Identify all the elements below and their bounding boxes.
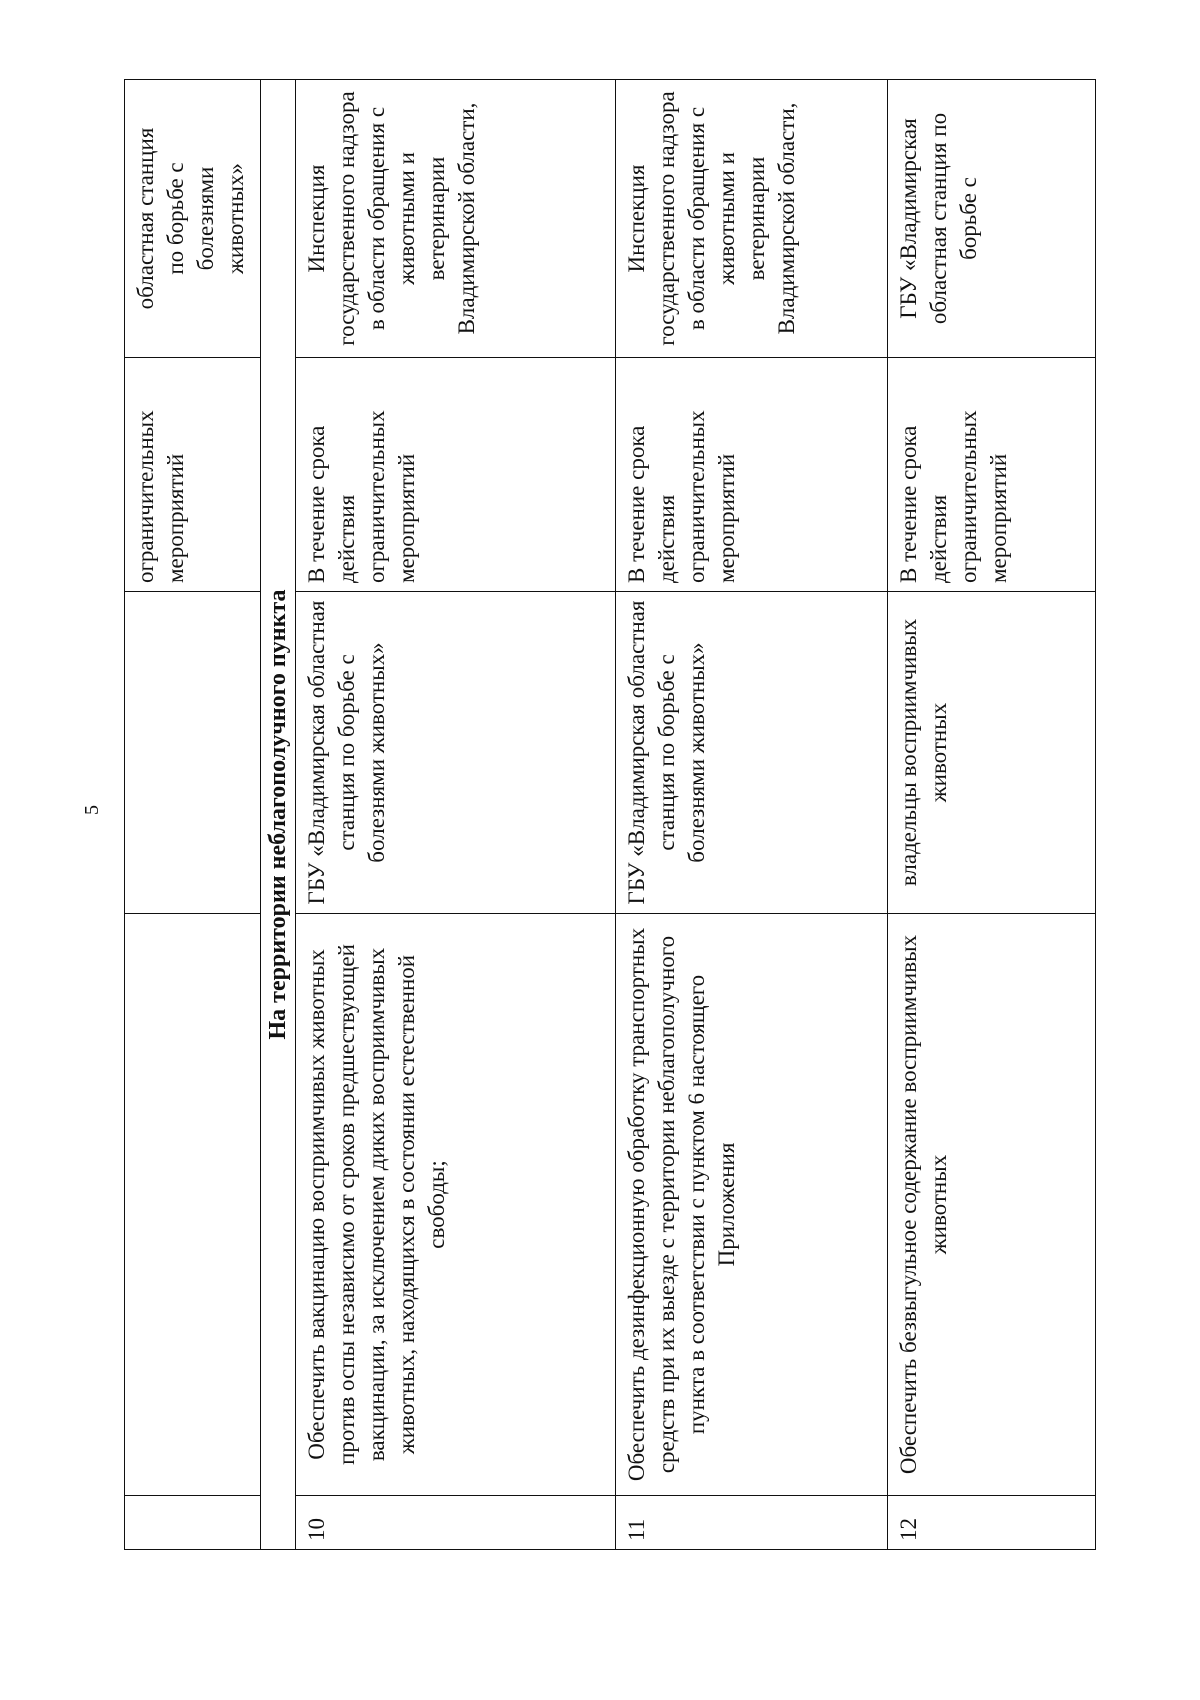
row-number-cell: 10	[296, 1496, 616, 1550]
row-number-cell: 11	[616, 1496, 888, 1550]
responsible-cell	[125, 592, 261, 914]
responsible-cell: владельцы восприимчивых животных	[888, 592, 1096, 914]
table-row	[296, 80, 616, 1550]
section-header-row	[261, 80, 296, 1550]
control-cell: Инспекция государственного надзора в области обращения с животными и ветеринарии Владимирской области,	[616, 80, 888, 358]
control-cell: областная станция по борьбе с болезнями животных»	[125, 80, 261, 358]
table-row-continued	[125, 80, 261, 1550]
control-cell: ГБУ «Владимирская областная станция по борьбе с	[888, 80, 1096, 358]
table-row	[888, 80, 1096, 1550]
responsible-cell: ГБУ «Владимирская областная станция по борьбе с болезнями животных»	[296, 592, 616, 914]
row-number-cell	[125, 1496, 261, 1550]
table-row	[616, 80, 888, 1550]
term-cell: В течение срока действия ограничительных мероприятий	[616, 358, 888, 592]
responsible-cell: ГБУ «Владимирская областная станция по борьбе с болезнями животных»	[616, 592, 888, 914]
term-cell: В течение срока действия ограничительных мероприятий	[888, 358, 1096, 592]
measure-cell: Обеспечить безвыгульное содержание восприимчивых животных	[888, 914, 1096, 1496]
term-cell: В течение срока действия ограничительных мероприятий	[296, 358, 616, 592]
measures-table	[124, 79, 1096, 1550]
term-cell: ограничительных мероприятий	[125, 358, 261, 592]
measure-cell: Обеспечить дезинфекционную обработку транспортных средств при их выезде с территории неблагополучного пункта в соответствии с пунктом 6 настоящего Приложения	[616, 914, 888, 1496]
page-number: 5	[81, 805, 103, 815]
control-cell: Инспекция государственного надзора в области обращения с животными и ветеринарии Владимирской области,	[296, 80, 616, 358]
measures-table-container	[124, 80, 1094, 1550]
row-number-cell: 12	[888, 1496, 1096, 1550]
measure-cell: Обеспечить вакцинацию восприимчивых животных против оспы независимо от сроков предшествующей вакцинации, за исключением диких восприимчивых животных, находящихся в состоянии естественной свободы;	[296, 914, 616, 1496]
measure-cell	[125, 914, 261, 1496]
section-title: На территории неблагополучного пункта	[261, 80, 296, 1550]
